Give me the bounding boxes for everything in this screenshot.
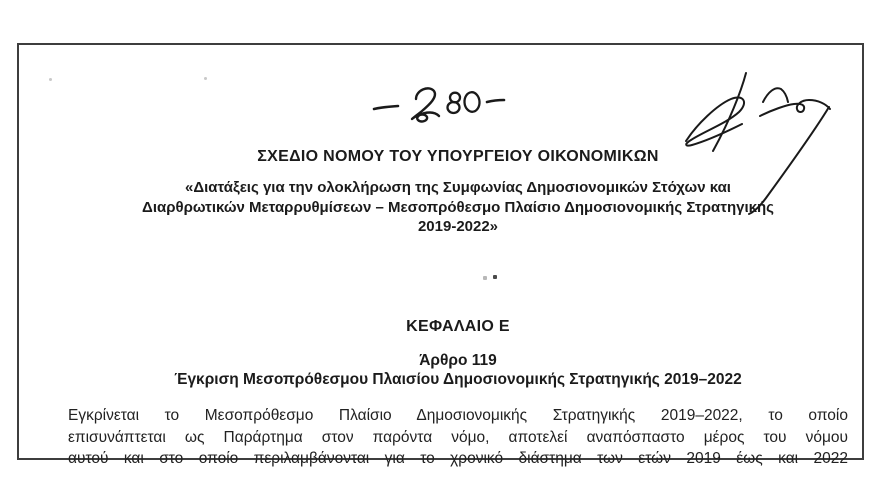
scan-speck: [204, 77, 207, 80]
body-line-clipped: [68, 450, 848, 467]
law-subtitle: [68, 178, 848, 237]
law-subtitle-line-3: 2019-2022»: [417, 218, 499, 236]
ink-dot: [493, 275, 497, 279]
page-number: [365, 80, 515, 125]
law-subtitle-line-2: Διαρθρωτικών Μεταρρυθμίσεων – Μεσοπρόθεσμο Πλαίσιο Δημοσιονομικής Στρατηγικής: [142, 198, 774, 216]
law-title: ΣΧΕΔΙΟ ΝΟΜΟΥ ΤΟΥ ΥΠΟΥΡΓΕΙΟΥ ΟΙΚΟΝΟΜΙΚΩΝ: [257, 148, 659, 165]
article-title: Έγκριση Μεσοπρόθεσμου Πλαισίου Δημοσιονομικής Στρατηγικής 2019–2022: [174, 371, 742, 388]
handwritten-page-number-icon: [365, 80, 515, 125]
article-number: Άρθρο 119: [419, 352, 497, 369]
law-subtitle-line-1: «Διατάξεις για την ολοκλήρωση της Συμφωνίας Δημοσιονομικών Στόχων και: [185, 179, 731, 196]
body-line-2: επισυνάπτεται ως Παράρτημα στον παρόντα νόμο, αποτελεί αναπόσπαστο μέρος του νόμου: [68, 429, 848, 446]
body-line-1: Εγκρίνεται το Μεσοπρόθεσμο Πλαίσιο Δημοσιονομικής Στρατηγικής 2019–2022, το οποίο: [68, 407, 848, 424]
ink-dot: [483, 276, 487, 280]
scan-speck: [49, 78, 52, 81]
chapter-heading: ΚΕΦΑΛΑΙΟ Ε: [406, 318, 510, 335]
body-line-3: αυτού και στο οποίο περιλαμβάνονται για το χρονικό διάστημα των ετών 2019 έως και 2022: [68, 450, 848, 467]
